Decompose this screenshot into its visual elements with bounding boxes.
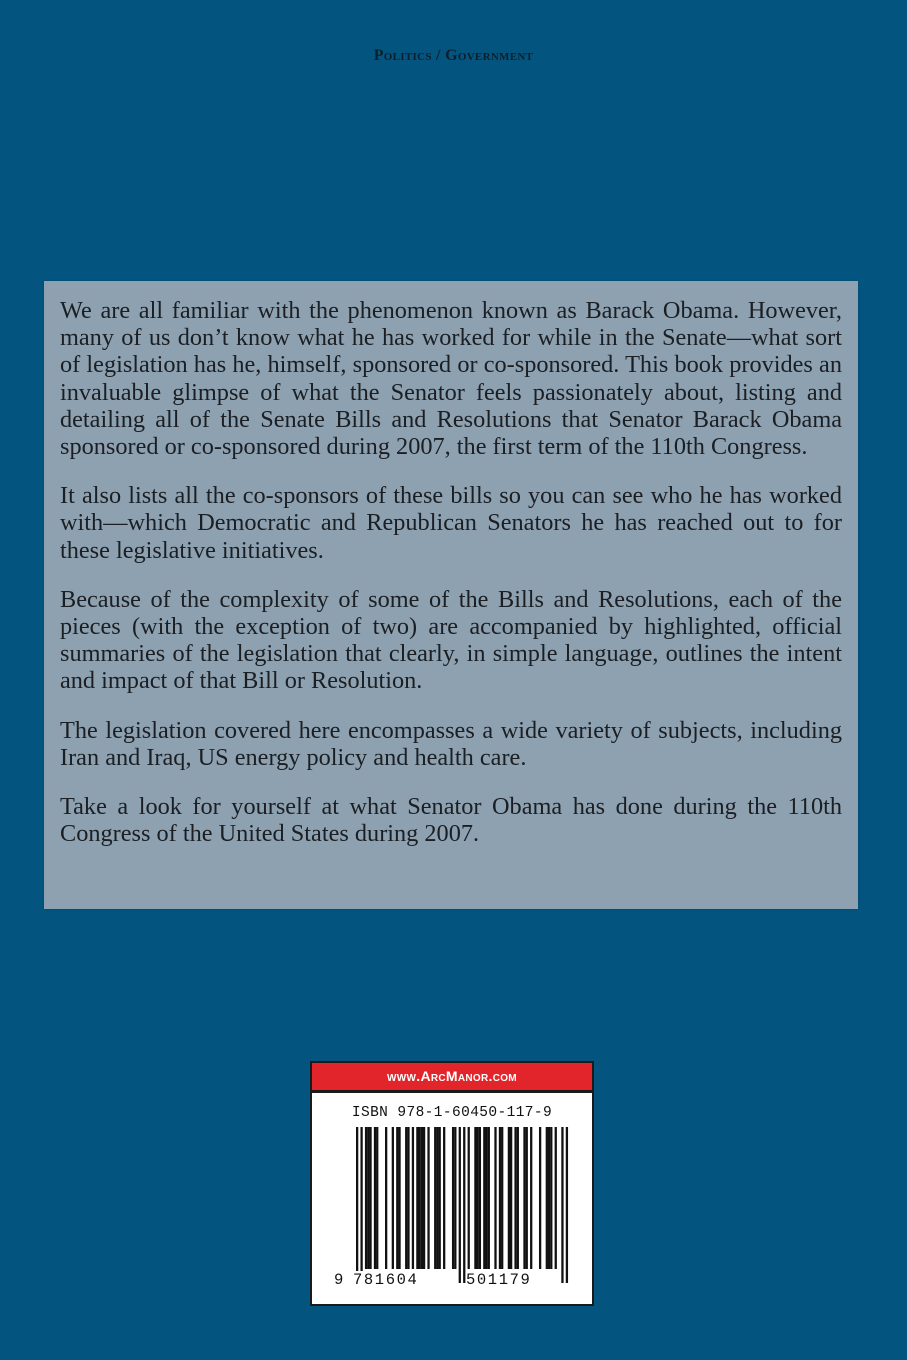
- barcode-bar-28: [474, 1127, 476, 1269]
- barcode-bar-0: [356, 1127, 358, 1283]
- barcode-digits: [336, 1271, 572, 1293]
- barcode-bar-35: [499, 1127, 501, 1269]
- barcode-bar-42: [526, 1127, 528, 1269]
- barcode-bar-17: [423, 1127, 425, 1269]
- barcode-bar-36: [501, 1127, 503, 1269]
- website-url: www.ArcManor.com: [312, 1063, 592, 1093]
- barcode-bar-22: [443, 1127, 445, 1269]
- barcode-bar-20: [436, 1127, 438, 1269]
- barcode-digit-first: 9: [334, 1271, 344, 1289]
- barcode-bar-37: [508, 1127, 510, 1269]
- barcode-bar-23: [452, 1127, 454, 1269]
- barcode-bar-12: [407, 1127, 409, 1269]
- blurb-paragraph-5: Take a look for yourself at what Senator Obama has done during the 110th Congress of the United States during 2007.: [60, 793, 842, 848]
- blurb-paragraph-2: It also lists all the co-sponsors of these bills so you can see who he has worked with—which Democratic and Republican Senators he has reached out to for these legislative initiatives.: [60, 482, 842, 564]
- barcode-bar-40: [517, 1127, 519, 1269]
- barcode-bar-25: [459, 1127, 461, 1283]
- barcode-bar-16: [421, 1127, 423, 1269]
- barcode-bar-32: [485, 1127, 487, 1269]
- barcode-block: [310, 1061, 594, 1306]
- isbn-label: ISBN 978-1-60450-117-9: [351, 1105, 553, 1121]
- blurb-paragraph-3: Because of the complexity of some of the Bills and Resolutions, each of the pieces (with the exception of two) are accompanied by highlighted, official summaries of the legislation that clearly, in simple language, outlines the intent and impact of that Bill or Resolution.: [60, 585, 842, 695]
- barcode-bar-50: [566, 1127, 568, 1283]
- barcode-bar-7: [385, 1127, 387, 1269]
- barcode-bar-8: [392, 1127, 394, 1269]
- barcode-bar-6: [376, 1127, 378, 1269]
- barcode-bar-2: [365, 1127, 367, 1269]
- barcode-bar-29: [477, 1127, 479, 1269]
- blurb-paragraph-4: The legislation covered here encompasses a wide variety of subjects, including Iran and Iraq, US energy policy and health care.: [60, 716, 842, 771]
- blurb-paragraph-1: We are all familiar with the phenomenon known as Barack Obama. However, many of us don’t know what he has worked for while in the Senate—what sort of legislation has he, himself, sponsored or co-sponsored. This book provides an invaluable glimpse of what the Senator feels passionately about, listing and detailing all of the Senate Bills and Resolutions that Senator Barack Obama sponsored or co-sponsored during 2007, the first term of the 110th Congress.: [60, 297, 842, 461]
- barcode-digits-right: 501179: [466, 1271, 532, 1289]
- barcode-bar-3: [367, 1127, 369, 1269]
- barcode-bar-27: [468, 1127, 470, 1269]
- barcode-bar-1: [360, 1127, 362, 1283]
- barcode-bar-43: [530, 1127, 532, 1269]
- barcode-bar-24: [454, 1127, 456, 1269]
- barcode-bar-11: [405, 1127, 407, 1269]
- barcode-bar-48: [555, 1127, 557, 1269]
- barcode-bar-46: [548, 1127, 550, 1269]
- barcode-bar-13: [412, 1127, 414, 1269]
- barcode-bar-31: [483, 1127, 485, 1269]
- barcode-bar-39: [514, 1127, 516, 1269]
- barcode-bar-26: [463, 1127, 465, 1283]
- barcode-bar-30: [479, 1127, 481, 1269]
- barcode-bar-14: [416, 1127, 418, 1269]
- barcode-bar-45: [546, 1127, 548, 1269]
- barcode-bar-44: [539, 1127, 541, 1269]
- category-label: Politics / Government: [373, 47, 534, 64]
- barcode-bar-49: [561, 1127, 563, 1283]
- barcode-bar-33: [488, 1127, 490, 1269]
- barcode-bar-18: [427, 1127, 429, 1269]
- barcode-bar-19: [434, 1127, 436, 1269]
- barcode-bar-4: [369, 1127, 371, 1269]
- barcode-bar-15: [418, 1127, 420, 1269]
- barcode-bar-21: [439, 1127, 441, 1269]
- barcode-bar-41: [523, 1127, 525, 1269]
- barcode-bars: [336, 1127, 572, 1283]
- barcode-bar-9: [396, 1127, 398, 1269]
- barcode-bar-38: [510, 1127, 512, 1269]
- barcode-bar-5: [374, 1127, 376, 1269]
- blurb-box: [44, 281, 858, 909]
- barcode-bar-47: [550, 1127, 552, 1269]
- barcode-bar-34: [494, 1127, 496, 1269]
- barcode-digits-left: 781604: [353, 1271, 419, 1289]
- barcode-bar-10: [398, 1127, 400, 1269]
